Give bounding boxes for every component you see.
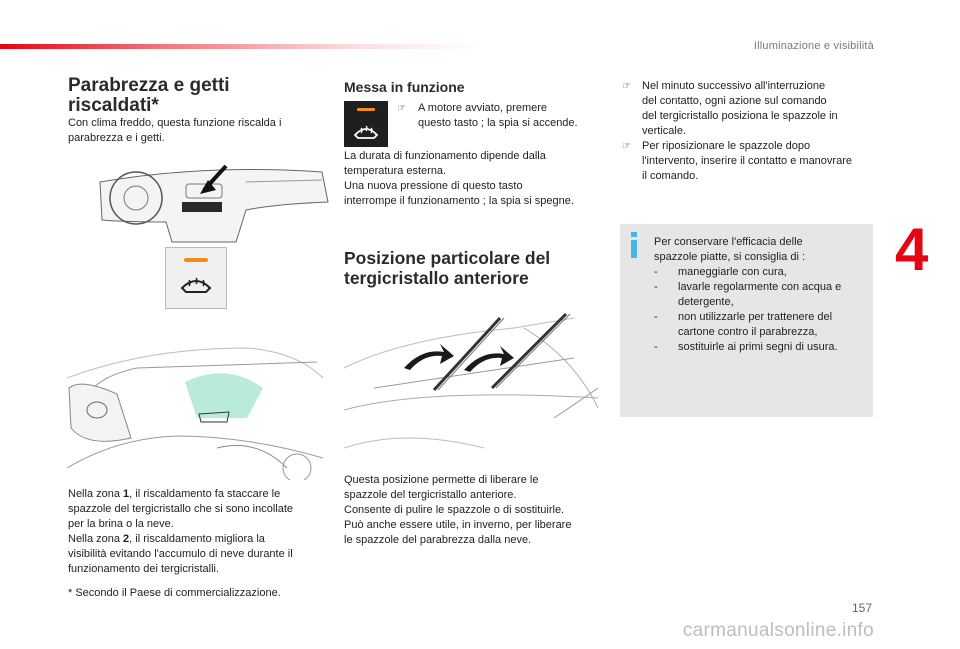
step-item — [622, 139, 880, 184]
duration-line: La durata di funzionamento dipende dalla — [344, 150, 546, 162]
section-title-messa: Messa in funzione — [344, 79, 465, 95]
watermark[interactable]: carmanualsonline.info — [682, 620, 874, 641]
step-text — [642, 79, 838, 139]
info-item-line: maneggiarle con cura, — [678, 266, 787, 278]
footnote: * Secondo il Paese di commercializzazione. — [68, 587, 281, 599]
info-text — [654, 235, 866, 355]
duration-line: temperatura esterna. — [344, 165, 447, 177]
info-list-item: - non utilizzarle per trattenere del cartone contro il parabrezza, — [654, 311, 833, 338]
info-item-line: sostituirle ai primi segni di usura. — [678, 341, 838, 353]
section-title-posizione — [344, 248, 550, 288]
position-line: Questa posizione permette di liberare le — [344, 474, 539, 486]
duration-line: interrompe il funzionamento ; la spia si spegne. — [344, 195, 574, 207]
step-line: Per riposizionare le spazzole dopo — [642, 140, 811, 152]
car-front-illustration — [67, 318, 323, 480]
step-text — [642, 139, 852, 184]
info-list-item: - maneggiarle con cura, — [654, 266, 787, 278]
position-line: Può anche essere utile, in inverno, per liberare — [344, 519, 572, 531]
zone-line: Nella zona 1, il riscaldamento fa staccare le — [68, 488, 281, 500]
zone-line: Nella zona 2, il riscaldamento migliora la — [68, 533, 265, 545]
info-list-item: - lavarle regolarmente con acqua e detergente, — [654, 281, 842, 308]
windshield-button-closeup — [165, 247, 227, 309]
pointing-finger-icon: ☞ — [622, 81, 631, 92]
step-line: Nel minuto successivo all'interruzione — [642, 80, 826, 92]
indicator-light — [184, 258, 208, 262]
step-line: il comando. — [642, 170, 699, 182]
info-line: Per conservare l'efficacia delle — [654, 236, 803, 248]
zone-line: visibilità evitando l'accumulo di neve durante il — [68, 548, 293, 560]
zone-line: funzionamento dei tergicristalli. — [68, 563, 220, 575]
info-item-line: cartone contro il parabrezza, — [678, 326, 818, 338]
intro-line: parabrezza e i getti. — [68, 132, 165, 144]
intro-line: Con clima freddo, questa funzione riscalda i — [68, 117, 282, 129]
page-title-line-1: Parabrezza e getti — [68, 75, 230, 96]
page-number: 157 — [851, 601, 872, 615]
info-list-item: - sostituirle ai primi segni di usura. — [654, 341, 838, 353]
position-line: Consente di pulire le spazzole o di sostituirle. — [344, 504, 565, 516]
info-icon — [629, 232, 639, 258]
chapter-number: 4 — [895, 216, 929, 283]
zone-line: per la brina o la neve. — [68, 518, 174, 530]
step-line: A motore avviato, premere — [418, 102, 548, 114]
pointing-finger-icon: ☞ — [397, 103, 406, 114]
step-line — [397, 101, 597, 131]
step-line: questo tasto ; la spia si accende. — [418, 117, 578, 129]
section-title-line: Posizione particolare del — [344, 248, 551, 268]
zone-paragraph — [68, 487, 328, 577]
section-title-line: tergicristallo anteriore — [344, 268, 529, 288]
duration-text — [344, 149, 600, 209]
zone-line: spazzole del tergicristallo che si sono incollate — [68, 503, 294, 515]
info-item-line: detergente, — [678, 296, 734, 308]
info-item-line: lavarle regolarmente con acqua e — [678, 281, 842, 293]
page-title-line-2: riscaldati* — [68, 95, 159, 116]
step-line: del tergicristallo posiziona le spazzole in — [642, 110, 838, 122]
dashboard-illustration — [96, 162, 332, 246]
page-title — [68, 76, 230, 116]
right-steps — [622, 79, 880, 184]
indicator-light — [357, 108, 375, 111]
position-line: spazzole del tergicristallo anteriore. — [344, 489, 517, 501]
step-item — [622, 79, 880, 139]
info-item-line: non utilizzarle per trattenere del — [678, 311, 833, 323]
wiper-illustration — [344, 298, 598, 463]
step-line: verticale. — [642, 125, 687, 137]
step-line: del contatto, ogni azione sul comando — [642, 95, 827, 107]
duration-line: Una nuova pressione di questo tasto — [344, 180, 523, 192]
position-text — [344, 473, 600, 548]
step-line: l'intervento, inserire il contatto e manovrare — [642, 155, 852, 167]
heated-windshield-icon — [352, 118, 380, 140]
intro-text — [68, 116, 328, 146]
step-text — [411, 101, 578, 131]
info-line: spazzole piatte, si consiglia di : — [654, 251, 806, 263]
position-line: le spazzole del parabrezza dalla neve. — [344, 534, 532, 546]
section-title: Illuminazione e visibilità — [753, 40, 874, 52]
pointing-finger-icon: ☞ — [622, 141, 631, 152]
heated-windshield-icon — [178, 268, 214, 294]
header-accent-bar — [0, 44, 480, 49]
button-icon — [344, 101, 388, 147]
step-instruction — [397, 101, 597, 131]
